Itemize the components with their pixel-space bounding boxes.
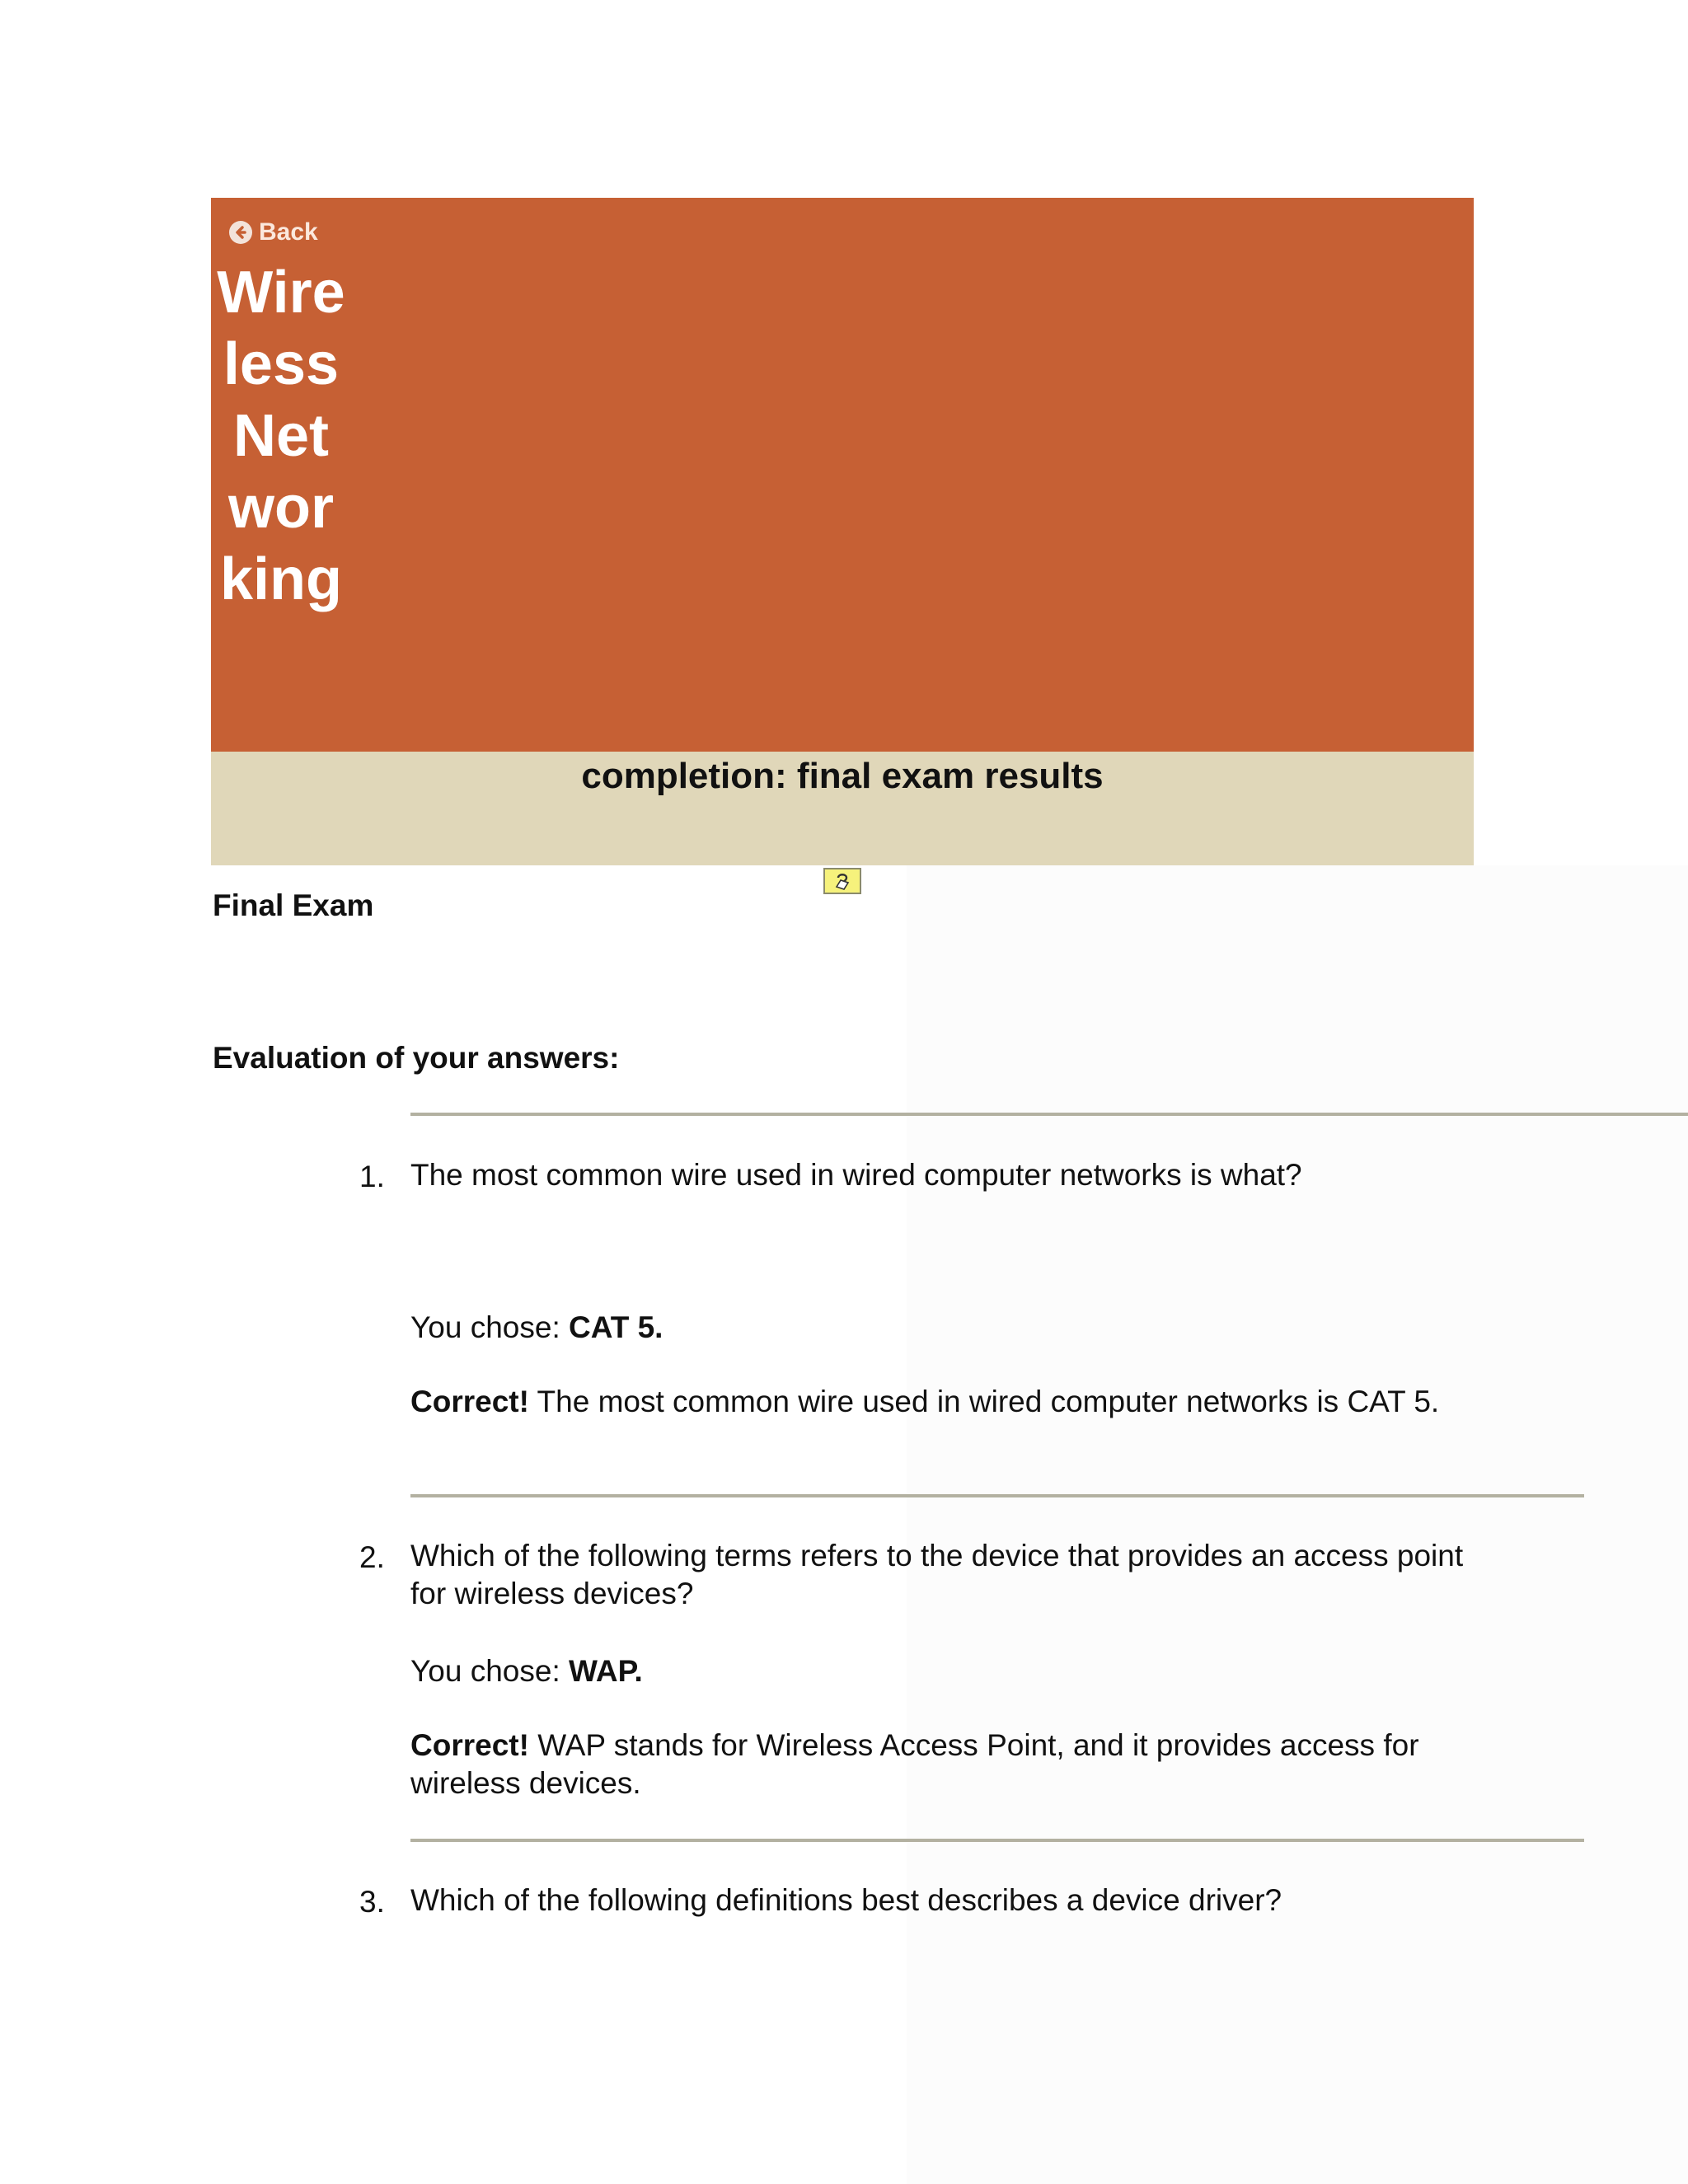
chose-label: You chose: <box>410 1310 560 1344</box>
section-bar <box>211 752 1474 865</box>
page-background-panel <box>907 865 1688 2184</box>
chosen-answer-value: CAT 5. <box>569 1310 663 1344</box>
question-text: The most common wire used in wired computer networks is what? <box>410 1158 1302 1192</box>
answer-feedback <box>410 1383 1482 1421</box>
course-title: Wire less Net wor king <box>217 260 345 612</box>
result-label: Correct! <box>410 1728 529 1762</box>
exam-title: Final Exam <box>213 888 374 922</box>
question-number: 1. <box>359 1160 385 1193</box>
section-title: completion: final exam results <box>581 756 1104 796</box>
question-number: 3. <box>359 1885 385 1919</box>
logo-block <box>211 198 351 610</box>
arrow-left-circle-icon <box>229 221 252 244</box>
chosen-answer <box>410 1310 663 1345</box>
back-button[interactable] <box>229 214 318 251</box>
answer-feedback <box>410 1727 1482 1802</box>
result-label: Correct! <box>410 1385 529 1418</box>
question-number: 2. <box>359 1540 385 1574</box>
divider <box>410 1494 1584 1497</box>
help-icon[interactable] <box>823 868 861 894</box>
feedback-text: WAP stands for Wireless Access Point, and it provides access for wireless devices. <box>410 1728 1419 1800</box>
divider <box>410 1113 1688 1116</box>
course-banner <box>211 198 1474 752</box>
chosen-answer-value: WAP. <box>569 1654 643 1688</box>
back-label: Back <box>259 218 318 246</box>
question-text: Which of the following definitions best describes a device driver? <box>410 1883 1282 1917</box>
chosen-answer <box>410 1654 643 1689</box>
feedback-text: The most common wire used in wired computer networks is CAT 5. <box>537 1385 1440 1418</box>
divider <box>410 1839 1584 1842</box>
question-text: Which of the following terms refers to the device that provides an access point for wireless devices? <box>410 1539 1464 1610</box>
chose-label: You chose: <box>410 1654 560 1688</box>
evaluation-heading: Evaluation of your answers: <box>213 1041 620 1075</box>
